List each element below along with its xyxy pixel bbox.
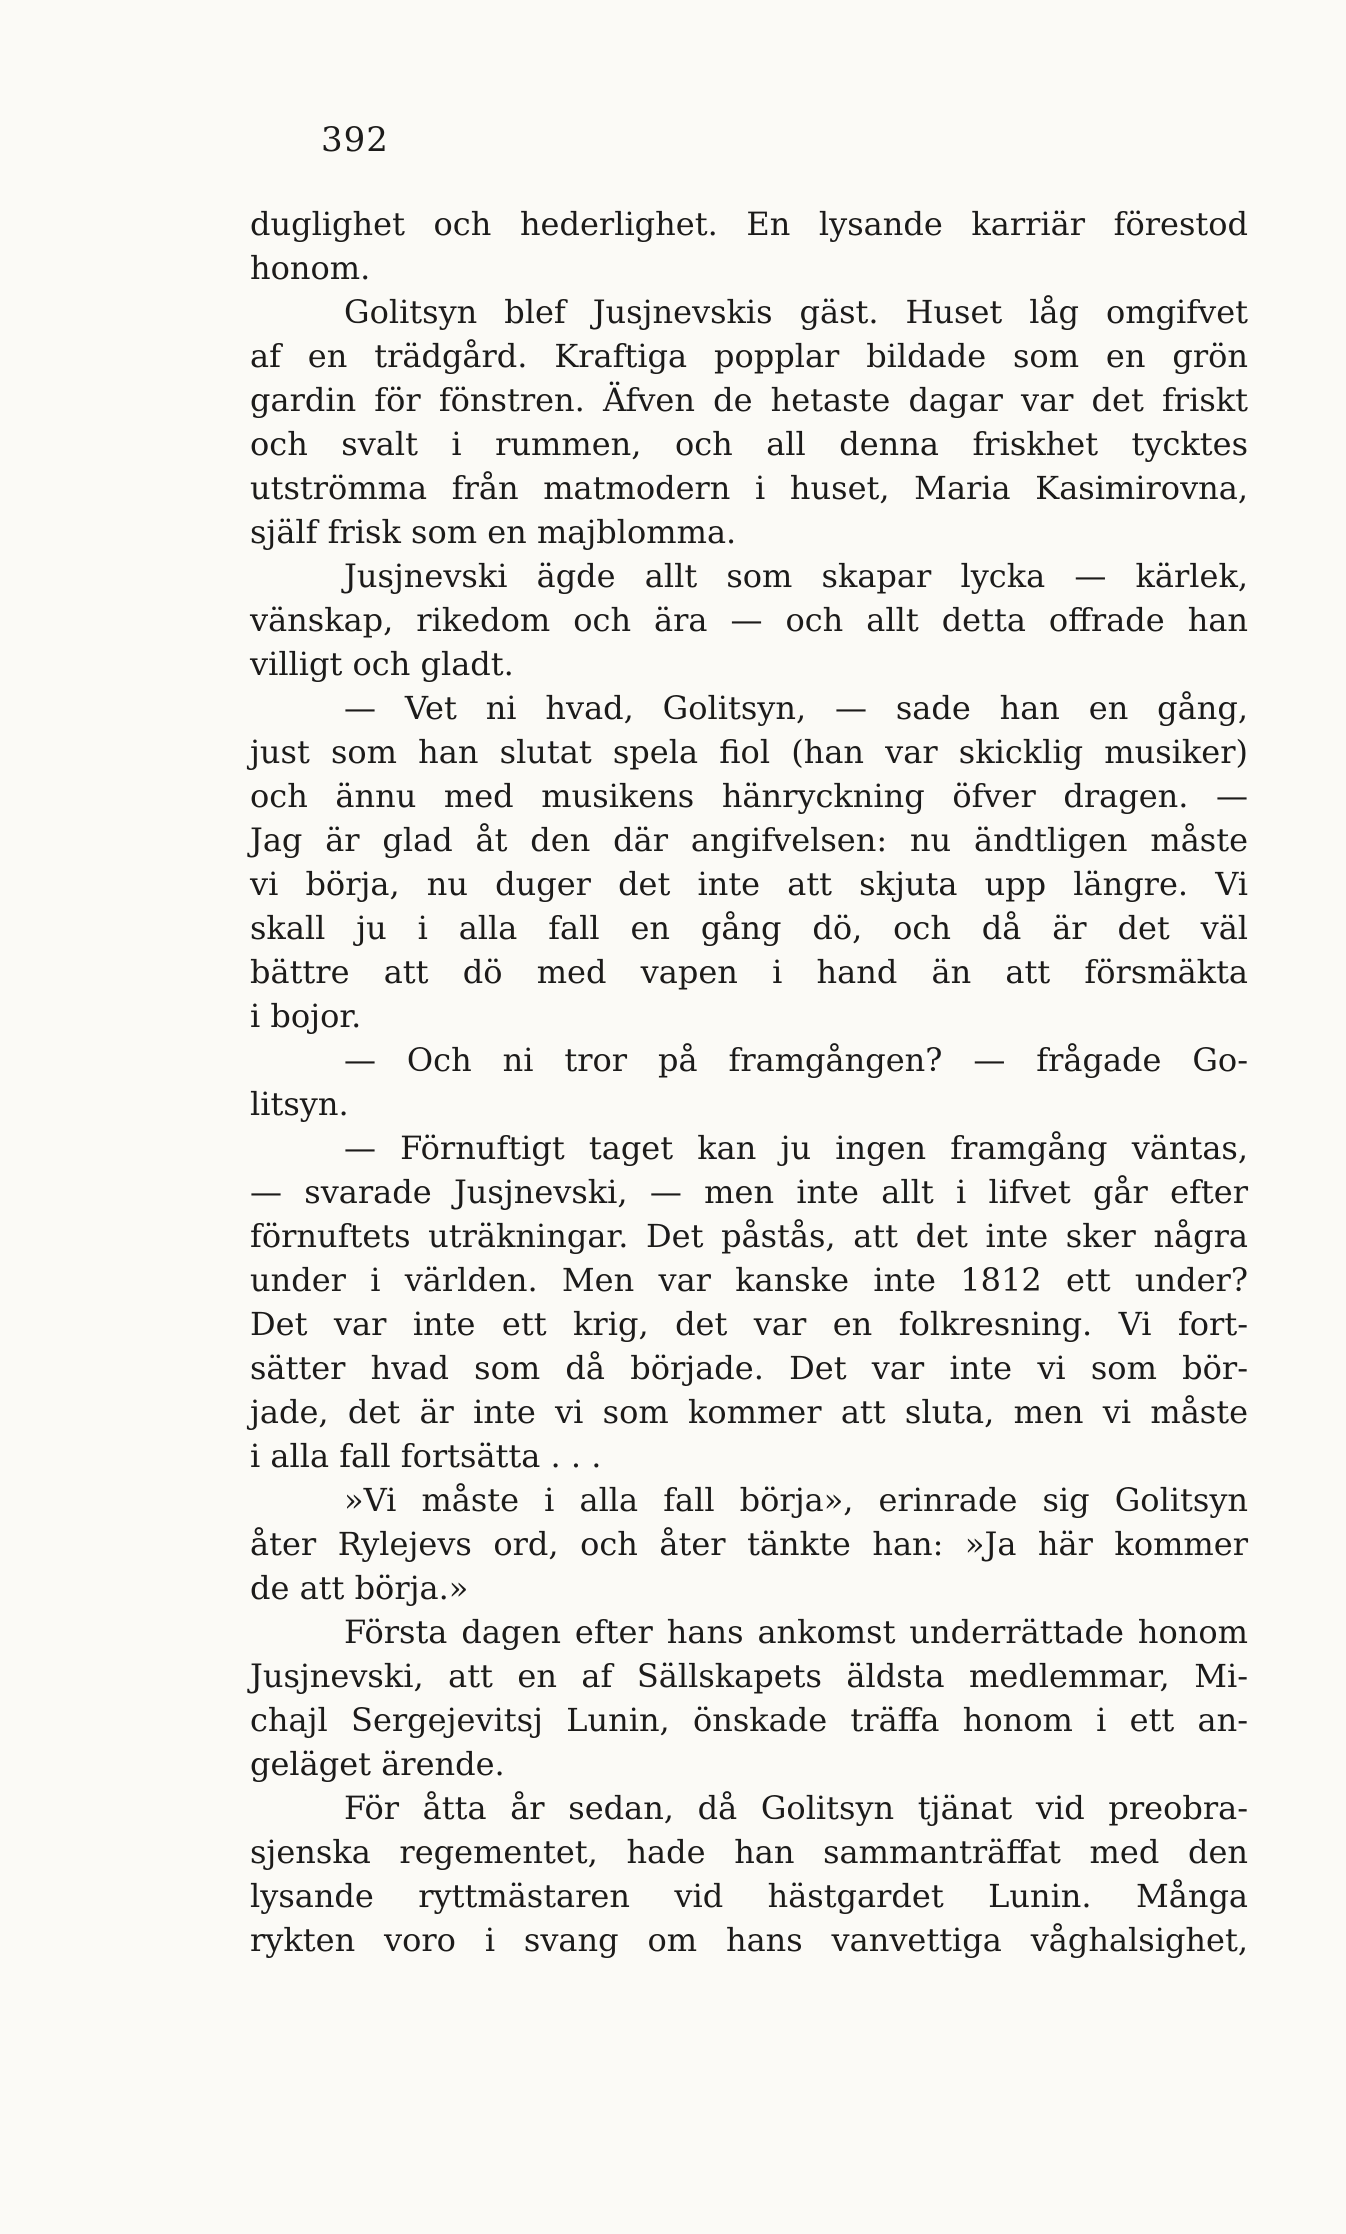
text-line: under i världen. Men var kanske inte 1812 ett under?: [250, 1261, 1248, 1299]
text-line: lysande ryttmästaren vid hästgardet Lunin. Många: [250, 1877, 1248, 1915]
text-line: just som han slutat spela fiol (han var skicklig musiker): [250, 733, 1248, 771]
text-line: vi börja, nu duger det inte att skjuta upp längre. Vi: [250, 865, 1248, 903]
text-line: rykten voro i svang om hans vanvettiga våghalsighet,: [250, 1921, 1248, 1959]
text-line: sätter hvad som då började. Det var inte vi som bör-: [250, 1349, 1248, 1387]
text-line: jade, det är inte vi som kommer att sluta, men vi måste: [250, 1393, 1248, 1431]
text-line: »Vi måste i alla fall börja», erinrade sig Golitsyn: [344, 1481, 1248, 1519]
page-number: 392: [321, 120, 389, 160]
text-line: geläget ärende.: [250, 1745, 505, 1783]
text-line: — Och ni tror på framgången? — frågade Go-: [344, 1041, 1248, 1079]
text-line: själf frisk som en majblomma.: [250, 513, 737, 551]
text-line: sjenska regementet, hade han sammanträffat med den: [250, 1833, 1248, 1871]
text-line: — Vet ni hvad, Golitsyn, — sade han en gång,: [344, 689, 1248, 727]
text-line: utströmma från matmodern i huset, Maria Kasimirovna,: [250, 469, 1248, 507]
text-line: honom.: [250, 249, 371, 287]
text-line: förnuftets uträkningar. Det påstås, att det inte sker några: [250, 1217, 1248, 1255]
text-line: af en trädgård. Kraftiga popplar bildade som en grön: [250, 337, 1248, 375]
text-line: — Förnuftigt taget kan ju ingen framgång väntas,: [344, 1129, 1248, 1167]
text-line: och ännu med musikens hänryckning öfver dragen. —: [250, 777, 1248, 815]
text-line: i bojor.: [250, 997, 362, 1035]
text-line: och svalt i rummen, och all denna friskhet tycktes: [250, 425, 1248, 463]
text-line: åter Rylejevs ord, och åter tänkte han: »Ja här kommer: [250, 1525, 1248, 1563]
text-line: Golitsyn blef Jusjnevskis gäst. Huset låg omgifvet: [344, 293, 1248, 331]
text-line: Jag är glad åt den där angifvelsen: nu ändtligen måste: [250, 821, 1248, 859]
text-line: villigt och gladt.: [250, 645, 514, 683]
text-line: duglighet och hederlighet. En lysande karriär förestod: [250, 205, 1248, 243]
text-line: Jusjnevski, att en af Sällskapets äldsta medlemmar, Mi-: [250, 1657, 1248, 1695]
text-line: litsyn.: [250, 1085, 349, 1123]
text-line: skall ju i alla fall en gång dö, och då är det väl: [250, 909, 1248, 947]
text-line: Det var inte ett krig, det var en folkresning. Vi fort-: [250, 1305, 1248, 1343]
text-line: gardin för fönstren. Äfven de hetaste dagar var det friskt: [250, 381, 1248, 419]
text-line: För åtta år sedan, då Golitsyn tjänat vid preobra-: [344, 1789, 1248, 1827]
text-line: i alla fall fortsätta . . .: [250, 1437, 602, 1475]
text-line: Jusjnevski ägde allt som skapar lycka — kärlek,: [344, 557, 1248, 595]
text-line: de att börja.»: [250, 1569, 469, 1607]
text-line: vänskap, rikedom och ära — och allt detta offrade han: [250, 601, 1248, 639]
text-line: chajl Sergejevitsj Lunin, önskade träffa honom i ett an-: [250, 1701, 1248, 1739]
text-line: — svarade Jusjnevski, — men inte allt i lifvet går efter: [250, 1173, 1248, 1211]
body-text: [250, 202, 1248, 1962]
text-line: bättre att dö med vapen i hand än att försmäkta: [250, 953, 1248, 991]
text-line: Första dagen efter hans ankomst underrättade honom: [344, 1613, 1248, 1651]
